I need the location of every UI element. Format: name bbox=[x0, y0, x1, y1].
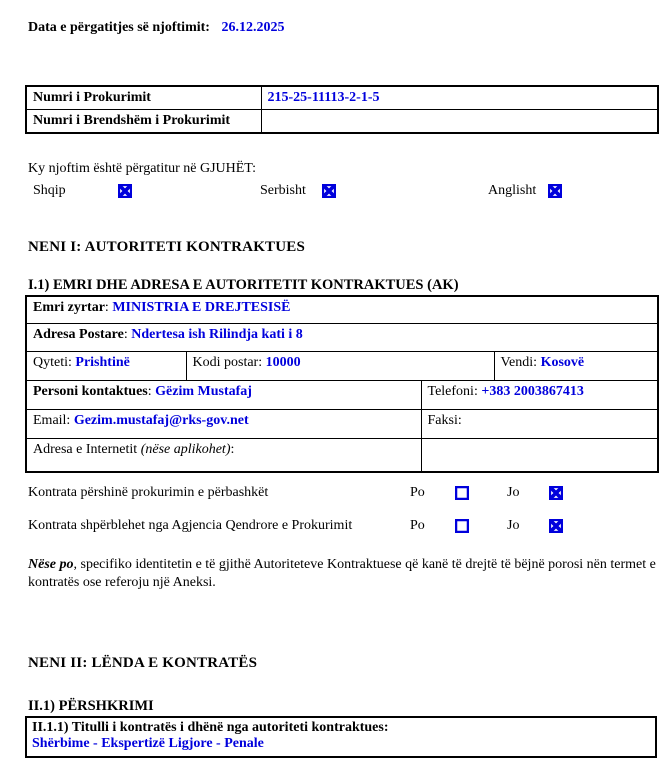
anglisht-checkbox[interactable] bbox=[548, 184, 562, 198]
languages-intro: Ky njoftim është përgatitur në GJUHËT: bbox=[28, 161, 257, 176]
section1-subheading: I.1) EMRI DHE ADRESA E AUTORITETIT KONTRAKTUES (AK) bbox=[28, 277, 459, 293]
unchecked-checkbox-icon bbox=[455, 486, 469, 500]
language-label-anglisht: Anglisht bbox=[488, 183, 537, 198]
procurement-number-table bbox=[25, 85, 659, 134]
postal-code-cell bbox=[186, 351, 494, 380]
jo-label: Jo bbox=[507, 518, 520, 533]
table-row bbox=[26, 409, 658, 438]
official-name-label: Emri zyrtar bbox=[33, 300, 105, 315]
table-row bbox=[26, 380, 658, 409]
cpa-award-po-checkbox[interactable] bbox=[455, 519, 469, 533]
table-row bbox=[26, 351, 658, 380]
question-text: Kontrata shpërblehet nga Agjencia Qendrore e Prokurimit bbox=[28, 518, 353, 533]
internal-number-value bbox=[261, 110, 658, 134]
contact-person-value: Gëzim Mustafaj bbox=[155, 383, 252, 399]
joint-procurement-po-checkbox[interactable] bbox=[455, 486, 469, 500]
contact-person-cell bbox=[26, 380, 421, 409]
unchecked-checkbox-icon bbox=[455, 519, 469, 533]
email-value: Gezim.mustafaj@rks-gov.net bbox=[73, 412, 249, 428]
language-label-serbisht: Serbisht bbox=[260, 183, 306, 198]
country-cell bbox=[494, 351, 658, 380]
postal-code-label: Kodi postar: bbox=[192, 354, 263, 370]
date-value: 26.12.2025 bbox=[221, 20, 285, 35]
checked-checkbox-icon bbox=[322, 184, 336, 198]
joint-procurement-question bbox=[0, 485, 672, 501]
table-row bbox=[26, 438, 658, 472]
joint-procurement-jo-checkbox[interactable] bbox=[549, 486, 563, 500]
checked-checkbox-icon bbox=[549, 519, 563, 533]
checked-checkbox-icon bbox=[549, 486, 563, 500]
phone-value: +383 2003867413 bbox=[481, 383, 584, 399]
section1-heading: NENI I: AUTORITETI KONTRAKTUES bbox=[28, 239, 306, 255]
jo-label: Jo bbox=[507, 485, 520, 500]
official-name-value: MINISTRIA E DREJTESISË bbox=[112, 300, 291, 315]
colon: : bbox=[104, 300, 109, 315]
internet-address-label: Adresa e Internetit bbox=[33, 441, 138, 457]
table-row bbox=[26, 717, 656, 757]
email-cell bbox=[26, 409, 421, 438]
city-cell bbox=[26, 351, 186, 380]
postal-address-cell bbox=[26, 323, 658, 351]
table-row bbox=[26, 110, 658, 134]
internet-address-note: (nëse aplikohet) bbox=[140, 441, 231, 457]
contracting-authority-table bbox=[25, 295, 659, 473]
cpa-award-question bbox=[0, 518, 672, 534]
fax-cell bbox=[421, 409, 658, 438]
postal-address-label: Adresa Postare bbox=[33, 326, 124, 342]
postal-code-value: 10000 bbox=[265, 354, 301, 370]
po-label: Po bbox=[410, 485, 425, 500]
procurement-number-value: 215-25-11113-2-1-5 bbox=[261, 86, 658, 110]
table-row bbox=[26, 296, 658, 323]
phone-label: Telefoni: bbox=[427, 383, 478, 399]
official-name-cell bbox=[26, 296, 658, 323]
checked-checkbox-icon bbox=[548, 184, 562, 198]
email-label: Email: bbox=[33, 412, 71, 428]
po-label: Po bbox=[410, 518, 425, 533]
colon: : bbox=[123, 326, 128, 342]
checked-checkbox-icon bbox=[118, 184, 132, 198]
internet-address-cell bbox=[26, 438, 421, 472]
contract-title-table bbox=[25, 716, 657, 758]
procurement-number-label: Numri i Prokurimit bbox=[26, 86, 261, 110]
table-row bbox=[26, 323, 658, 351]
cpa-award-jo-checkbox[interactable] bbox=[549, 519, 563, 533]
section2-subheading: II.1) PËRSHKRIMI bbox=[28, 698, 154, 714]
internet-address-value-cell bbox=[421, 438, 658, 472]
contract-title-cell bbox=[26, 717, 656, 757]
internal-number-label: Numri i Brendshëm i Prokurimit bbox=[26, 110, 261, 134]
if-yes-note-lead: Nëse po bbox=[28, 557, 74, 572]
fax-label: Faksi: bbox=[427, 412, 462, 428]
table-row bbox=[26, 86, 658, 110]
contract-title-value: Shërbime - Ekspertizë Ligjore - Penale bbox=[32, 736, 264, 751]
date-line bbox=[28, 20, 284, 36]
colon: : bbox=[147, 383, 152, 399]
question-text: Kontrata përshinë prokurimin e përbashkët bbox=[28, 485, 269, 500]
country-label: Vendi: bbox=[500, 354, 538, 370]
phone-cell bbox=[421, 380, 658, 409]
postal-address-value: Ndertesa ish Rilindja kati i 8 bbox=[131, 326, 303, 342]
contract-title-label: II.1.1) Titulli i kontratës i dhënë nga autoriteti kontraktues: bbox=[32, 720, 389, 735]
languages-row bbox=[0, 183, 672, 201]
if-yes-note bbox=[28, 556, 662, 591]
language-label-shqip: Shqip bbox=[33, 183, 66, 198]
contact-person-label: Personi kontaktues bbox=[33, 383, 148, 399]
shqip-checkbox[interactable] bbox=[118, 184, 132, 198]
city-label: Qyteti: bbox=[33, 354, 72, 370]
city-value: Prishtinë bbox=[75, 354, 130, 370]
colon: : bbox=[230, 441, 235, 457]
if-yes-note-body: , specifiko identitetin e të gjithë Autoriteteve Kontraktuese që kanë të drejtë të bëjnë porosi nën termet e kontratës ose referoju një Aneksi. bbox=[28, 557, 656, 590]
section2-heading: NENI II: LËNDA E KONTRATËS bbox=[28, 655, 258, 671]
country-value: Kosovë bbox=[540, 354, 585, 370]
date-label: Data e përgatitjes së njoftimit: bbox=[28, 20, 210, 35]
serbisht-checkbox[interactable] bbox=[322, 184, 336, 198]
